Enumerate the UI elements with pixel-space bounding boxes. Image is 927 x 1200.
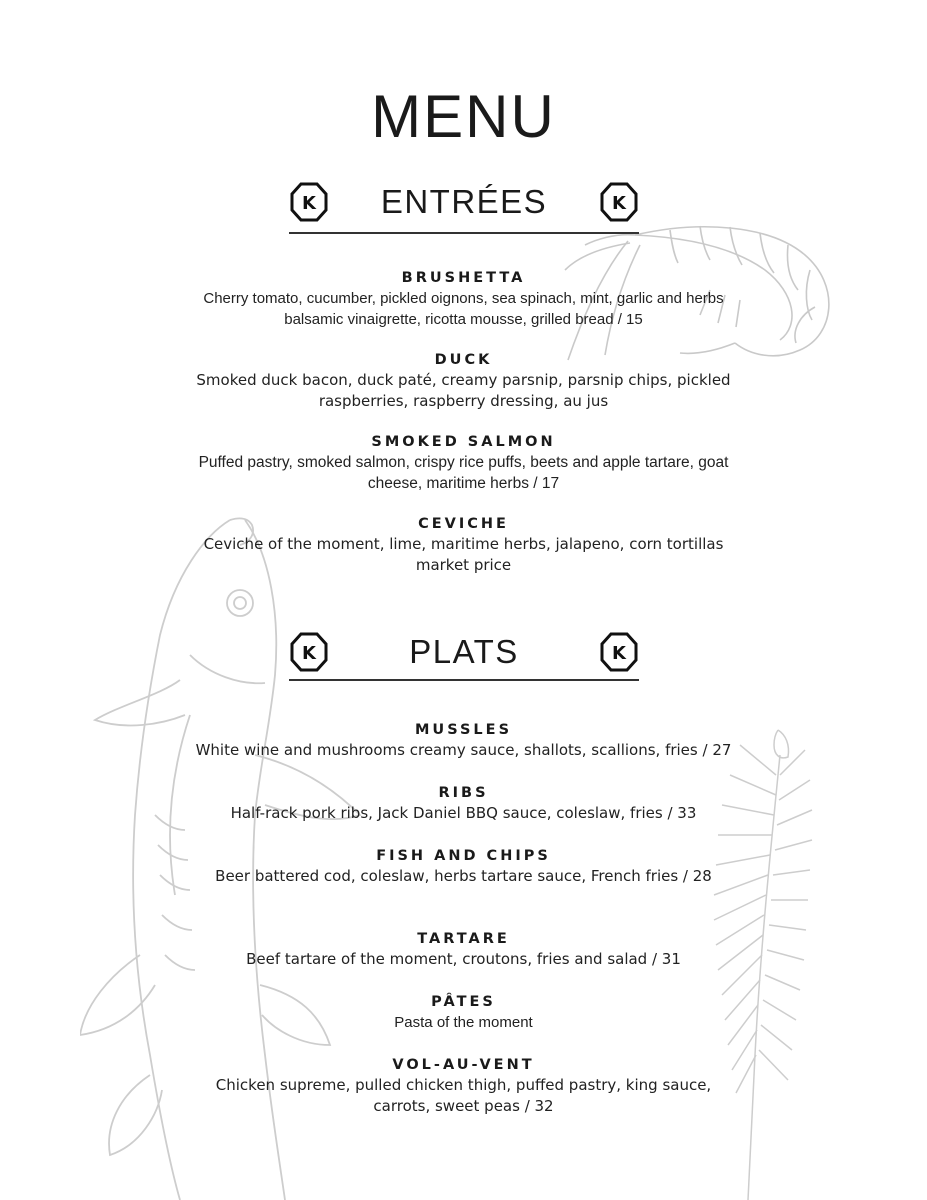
- item-description: Puffed pastry, smoked salmon, crispy rice puffs, beets and apple tartare, goat: [198, 454, 729, 471]
- section-divider: [289, 232, 639, 234]
- item-description: Cherry tomato, cucumber, pickled oignons, sea spinach, mint, garlic and herbs: [203, 290, 724, 307]
- k-logo-letter: K: [612, 643, 626, 664]
- menu-item: [120, 432, 807, 494]
- section-divider: [289, 679, 639, 681]
- menu-item: [120, 783, 807, 824]
- item-name: CEVICHE: [418, 516, 509, 532]
- item-description: market price: [415, 556, 512, 574]
- item-description: cheese, maritime herbs / 17: [367, 475, 560, 492]
- menu-item: [120, 350, 807, 412]
- k-logo-icon: [290, 632, 328, 672]
- item-description: Beef tartare of the moment, croutons, fries and salad / 31: [246, 950, 681, 968]
- entrees-heading-row: [290, 180, 638, 224]
- k-logo-letter: K: [612, 193, 626, 214]
- item-description: Half-rack pork ribs, Jack Daniel BBQ sauce, coleslaw, fries / 33: [230, 804, 697, 822]
- item-name: FISH AND CHIPS: [376, 848, 551, 864]
- menu-item: [120, 846, 807, 887]
- item-name: DUCK: [434, 352, 493, 368]
- item-name: SMOKED SALMON: [371, 434, 556, 450]
- item-description: Pasta of the moment: [394, 1014, 533, 1031]
- item-name: VOL-AU-VENT: [392, 1057, 535, 1073]
- menu-item: [120, 720, 807, 761]
- section-title-plats: PLATS: [409, 633, 519, 670]
- menu-item: [120, 1055, 807, 1117]
- item-description: Chicken supreme, pulled chicken thigh, puffed pastry, king sauce,: [215, 1076, 712, 1094]
- k-logo-letter: K: [302, 643, 316, 664]
- k-logo-letter: K: [302, 193, 316, 214]
- item-description: carrots, sweet peas / 32: [373, 1097, 554, 1115]
- plats-heading-row: [290, 630, 638, 674]
- item-name: RIBS: [438, 785, 489, 801]
- item-name: BRUSHETTA: [401, 270, 526, 286]
- menu-item: [120, 992, 807, 1033]
- k-logo-icon: [290, 182, 328, 222]
- item-name: PÂTES: [431, 994, 496, 1010]
- k-logo-icon: [600, 182, 638, 222]
- item-description: Beer battered cod, coleslaw, herbs tartare sauce, French fries / 28: [215, 867, 712, 885]
- item-description: Smoked duck bacon, duck paté, creamy parsnip, parsnip chips, pickled: [196, 371, 731, 389]
- item-name: MUSSLES: [414, 722, 513, 738]
- menu-item: [120, 929, 807, 970]
- item-description: balsamic vinaigrette, ricotta mousse, grilled bread / 15: [284, 311, 643, 328]
- section-title-entrees: ENTRÉES: [380, 183, 548, 220]
- item-description: Ceviche of the moment, lime, maritime herbs, jalapeno, corn tortillas: [203, 535, 724, 553]
- menu-item: [120, 268, 807, 330]
- item-description: raspberries, raspberry dressing, au jus: [318, 392, 609, 410]
- k-logo-icon: [600, 632, 638, 672]
- item-name: TARTARE: [417, 931, 510, 947]
- menu-title: MENU: [371, 83, 556, 150]
- item-description: White wine and mushrooms creamy sauce, shallots, scallions, fries / 27: [195, 741, 732, 759]
- menu-item: [120, 514, 807, 576]
